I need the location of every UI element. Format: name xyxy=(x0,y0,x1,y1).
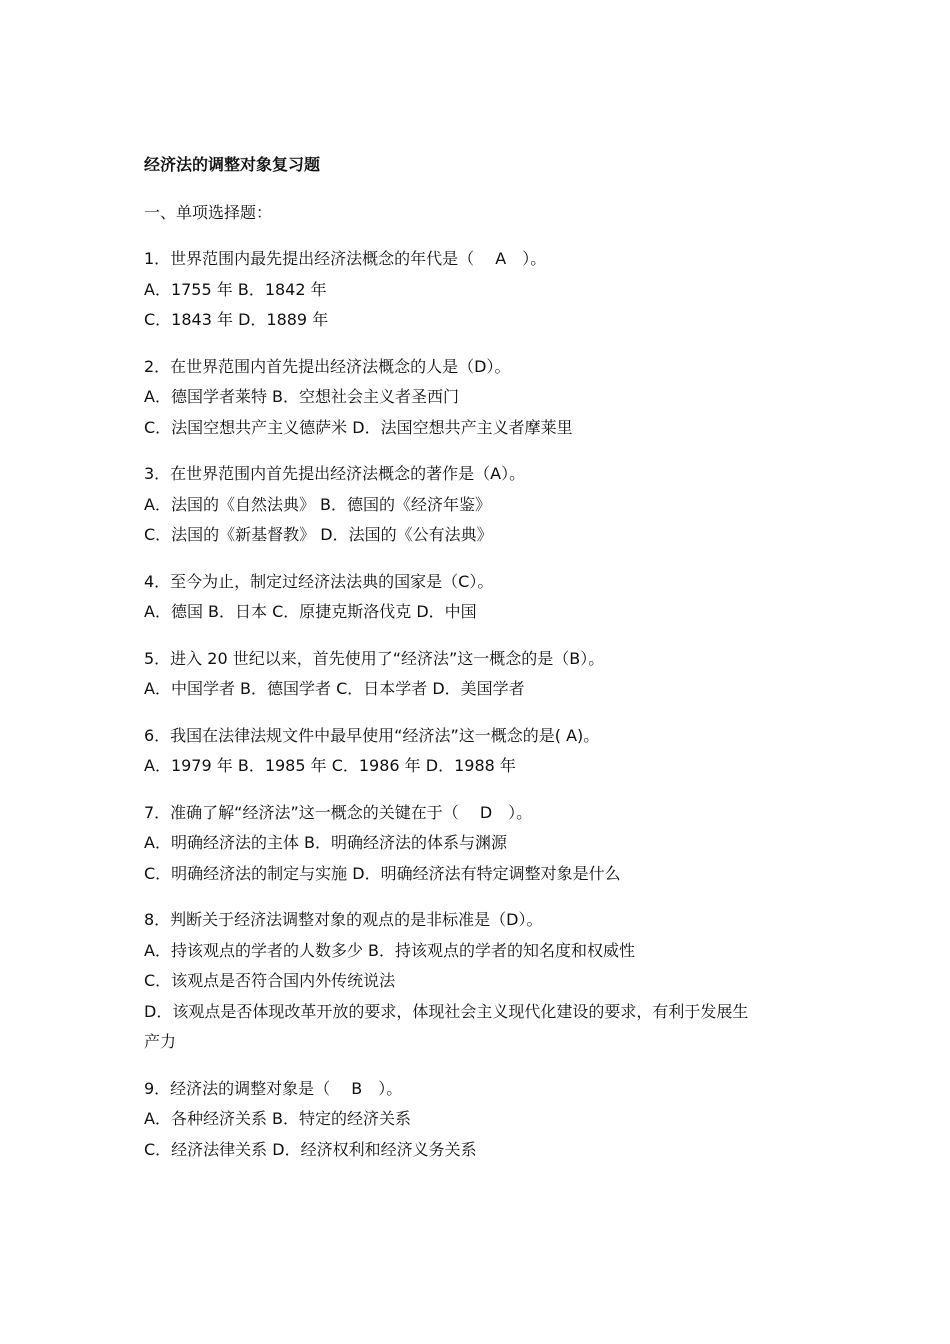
question-5-options: A．中国学者 B．德国学者 C．日本学者 D．美国学者 xyxy=(144,679,525,698)
document-title: 经济法的调整对象复习题 xyxy=(144,155,321,174)
question-2 xyxy=(144,352,814,444)
document-page xyxy=(144,150,814,1181)
question-5-stem: 5．进入 20 世纪以来，首先使用了“经济法”这一概念的是（B）。 xyxy=(144,648,605,668)
question-8-option-d: D．该观点是否体现改革开放的要求，体现社会主义现代化建设的要求，有利于发展生 xyxy=(144,1001,749,1021)
question-4-stem: 4．至今为止，制定过经济法法典的国家是（C）。 xyxy=(144,571,494,591)
question-7 xyxy=(144,798,814,890)
question-3 xyxy=(144,459,814,551)
question-3-options-cd: C．法国的《新基督教》 D．法国的《公有法典》 xyxy=(144,525,493,544)
question-5 xyxy=(144,644,814,705)
question-3-stem: 3．在世界范围内首先提出经济法概念的著作是（A）。 xyxy=(144,464,526,483)
question-1-stem: 1．世界范围内最先提出经济法概念的年代是（ A ）。 xyxy=(144,249,547,268)
question-1 xyxy=(144,244,814,336)
question-2-options-ab: A．德国学者莱特 B．空想社会主义者圣西门 xyxy=(144,387,460,406)
question-6-stem: 6．我国在法律法规文件中最早使用“经济法”这一概念的是( A)。 xyxy=(144,725,600,745)
question-9-options-ab: A．各种经济关系 B．特定的经济关系 xyxy=(144,1109,412,1128)
question-8-options-ab: A．持该观点的学者的人数多少 B．持该观点的学者的知名度和权威性 xyxy=(144,940,636,960)
question-7-options-cd: C．明确经济法的制定与实施 D．明确经济法有特定调整对象是什么 xyxy=(144,863,621,883)
question-2-options-cd: C．法国空想共产主义德萨米 D．法国空想共产主义者摩莱里 xyxy=(144,417,573,437)
question-8-option-d-continued: 产力 xyxy=(144,1032,177,1051)
question-6 xyxy=(144,721,814,782)
question-8-option-c: C．该观点是否符合国内外传统说法 xyxy=(144,971,396,990)
question-4-options: A．德国 B．日本 C．原捷克斯洛伐克 D．中国 xyxy=(144,602,477,621)
question-7-options-ab: A．明确经济法的主体 B．明确经济法的体系与渊源 xyxy=(144,833,508,852)
question-7-stem: 7．准确了解“经济法”这一概念的关键在于（ D ）。 xyxy=(144,802,533,822)
question-3-options-ab: A．法国的《自然法典》 B．德国的《经济年鉴》 xyxy=(144,494,492,514)
question-6-options: A．1979 年 B．1985 年 C．1986 年 D．1988 年 xyxy=(144,756,516,775)
question-8-stem: 8．判断关于经济法调整对象的观点的是非标准是（D）。 xyxy=(144,910,543,929)
question-4 xyxy=(144,567,814,628)
question-8 xyxy=(144,905,814,1058)
question-2-stem: 2．在世界范围内首先提出经济法概念的人是（D）。 xyxy=(144,356,511,376)
question-1-options-ab: A．1755 年 B．1842 年 xyxy=(144,279,327,299)
question-1-options-cd: C．1843 年 D．1889 年 xyxy=(144,310,329,329)
question-9 xyxy=(144,1074,814,1166)
question-9-stem: 9．经济法的调整对象是（ B ）。 xyxy=(144,1078,403,1098)
section-heading: 一、单项选择题： xyxy=(144,203,273,222)
question-9-options-cd: C．经济法律关系 D．经济权利和经济义务关系 xyxy=(144,1139,477,1159)
